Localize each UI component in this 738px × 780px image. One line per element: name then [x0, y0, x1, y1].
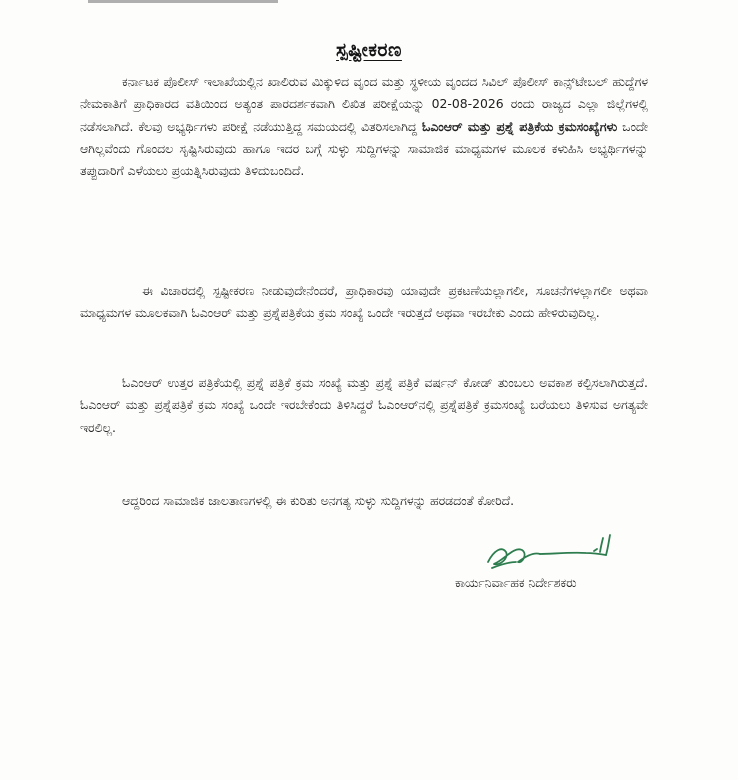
paragraph-2: ಈ ವಿಚಾರದಲ್ಲಿ ಸ್ಪಷ್ಟೀಕರಣ ನೀಡುವುದೇನೆಂದರೆ, ಪ್ರಾಧಿಕಾರವು ಯಾವುದೇ ಪ್ರಕಟಣೆಯಲ್ಲಾಗಲೀ, ಸೂಚನೆಗಳಲ್ಲಾಗಲೀ ಅಥವಾ ಮಾಧ್ಯಮಗಳ ಮೂಲಕವಾಗಿ ಓಎಂಆರ್ ಮತ್ತು ಪ್ರಶ್ನೆಪತ್ರಿಕೆಯ ಕ್ರಮ ಸಂಖ್ಯೆ ಒಂದೇ ಇರುತ್ತದೆ ಅಥವಾ ಇರಬೇಕು ಎಂದು ಹೇಳಿರುವುದಿಲ್ಲ.: [80, 283, 648, 321]
paragraph-3: ಓಎಂಆರ್ ಉತ್ತರ ಪತ್ರಿಕೆಯಲ್ಲಿ ಪ್ರಶ್ನೆ ಪತ್ರಿಕೆ ಕ್ರಮ ಸಂಖ್ಯೆ ಮತ್ತು ಪ್ರಶ್ನೆ ಪತ್ರಿಕೆ ವರ್ಷನ್ ಕೋಡ್ ತುಂಬಲು ಅವಕಾಶ ಕಲ್ಪಿಸಲಾಗಿರುತ್ತದೆ. ಓಎಂಆರ್ ಮತ್ತು ಪ್ರಶ್ನೆಪತ್ರಿಕೆ ಕ್ರಮ ಸಂಖ್ಯೆ ಒಂದೇ ಇರಬೇಕೆಂದು ತಿಳಿಸಿದ್ದರೆ ಓಎಂಆರ್‌ನಲ್ಲಿ ಪ್ರಶ್ನೆಪತ್ರಿಕೆ ಕ್ರಮಸಂಖ್ಯೆ ಬರೆಯಲು ತಿಳಿಸುವ ಅಗತ್ಯವೇ ಇರಲಿಲ್ಲ.: [80, 375, 648, 435]
paragraph-1-text-b: ಒಂದೇ ಆಗಿಲ್ಲವೆಂದು ಗೊಂದಲ ಸೃಷ್ಟಿಸಿರುವುದು ಹಾಗೂ ಇದರ ಬಗ್ಗೆ ಸುಳ್ಳು ಸುದ್ದಿಗಳನ್ನು ಸಾಮಾಜಿಕ ಮಾಧ್ಯಮಗಳ ಮೂಲಕ ಕಳುಹಿಸಿ ಅಭ್ಯರ್ಥಿಗಳನ್ನು ತಪ್ಪುದಾರಿಗೆ ಎಳೆಯಲು ಪ್ರಯತ್ನಿಸಿರುವುದು ತಿಳಿದುಬಂದಿದೆ.: [80, 118, 648, 179]
signatory-designation: ಕಾರ್ಯನಿರ್ವಾಹಕ ನಿರ್ದೇಶಕರು: [455, 575, 577, 590]
paragraph-1-text-a: ಕರ್ನಾಟಕ ಪೊಲೀಸ್ ಇಲಾಖೆಯಲ್ಲಿನ ಖಾಲಿರುವ ಮಿಕ್ಕುಳಿದ ವೃಂದ ಮತ್ತು ಸ್ಥಳೀಯ ವೃಂದದ ಸಿವಿಲ್ ಪೊಲೀಸ್ ಕಾನ್ಸ್‌ಟೇಬಲ್ ಹುದ್ದೆಗಳ ನೇಮಕಾತಿಗೆ ಪ್ರಾಧಿಕಾರದ ವತಿಯಿಂದ ಅತ್ಯಂತ ಪಾರದರ್ಶಕವಾಗಿ ಲಿಖಿತ ಪರೀಕ್ಷೆಯನ್ನು 02-08-2026 ರಂದು ರಾಜ್ಯದ ಎಲ್ಲಾ ಜಿಲ್ಲೆಗಳಲ್ಲಿ ನಡೆಸಲಾಗಿದೆ. ಕೆಲವು ಅಭ್ಯರ್ಥಿಗಳು ಪರೀಕ್ಷೆ ನಡೆಯುತ್ತಿದ್ದ ಸಮಯದಲ್ಲಿ ವಿತರಿಸಲಾಗಿದ್ದ: [80, 74, 648, 134]
paragraph-4: ಆದ್ದರಿಂದ ಸಾಮಾಜಿಕ ಜಾಲತಾಣಗಳಲ್ಲಿ ಈ ಕುರಿತು ಅನಗತ್ಯ ಸುಳ್ಳು ಸುದ್ದಿಗಳನ್ನು ಹರಡದಂತೆ ಕೋರಿದೆ.: [122, 493, 515, 508]
paragraph-1: [80, 71, 648, 182]
document-title: ಸ್ಪಷ್ಟೀಕರಣ: [336, 38, 402, 61]
cropped-header-fragment: [88, 0, 278, 3]
paragraph-1-bold-text: ಓಎಂಆರ್ ಮತ್ತು ಪ್ರಶ್ನೆ ಪತ್ರಿಕೆಯ ಕ್ರಮಸಂಖ್ಯೆಗಳು: [422, 118, 618, 134]
